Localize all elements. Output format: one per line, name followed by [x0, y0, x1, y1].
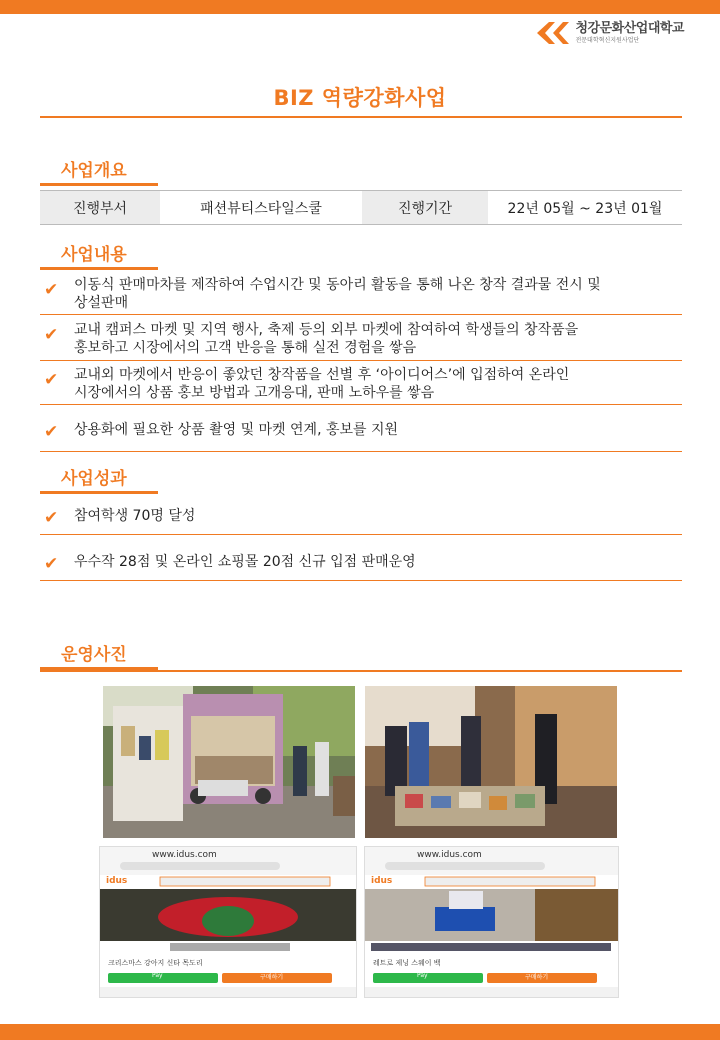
logo-name: 청강문화산업대학교: [575, 21, 684, 36]
content-item-line2: 시장에서의 상품 홍보 방법과 고개응대, 판매 노하우를 쌓음: [74, 385, 435, 401]
content-item-line2: 홍보하고 시장에서의 고객 반응을 통해 실전 경험을 쌓음: [74, 340, 417, 356]
content-item-line1: 상용화에 필요한 상품 촬영 및 마켓 연계, 홍보를 지원: [74, 422, 399, 438]
university-logo: [533, 20, 684, 46]
check-icon: ✔: [44, 508, 59, 528]
content-heading: [40, 240, 158, 270]
dept-label: 진행부서: [40, 191, 160, 225]
indoor-market-photo: [365, 686, 617, 838]
results-heading: [40, 464, 158, 494]
idus-url: www.idus.com: [417, 850, 482, 860]
logo-mark-icon: [533, 20, 571, 46]
content-item-line1: 교내외 마켓에서 반응이 좋았던 창작품을 선별 후 ‘아이디어스’에 입점하여 온라인: [74, 367, 570, 383]
results-heading-text: 사업성과: [61, 469, 127, 489]
check-icon: ✔: [44, 422, 59, 442]
idus-brand: idus: [106, 876, 128, 886]
check-icon: ✔: [44, 280, 59, 300]
results-item-text: 우수작 28점 및 온라인 쇼핑몰 20점 신규 입점 판매운영: [74, 554, 416, 570]
market-cart-photo: [103, 686, 355, 838]
buy-label: 구매하기: [260, 974, 284, 981]
overview-table: [40, 190, 682, 225]
pay-label: Pay: [152, 972, 163, 979]
product-caption: 레트로 제닝 스웨이 백: [373, 959, 441, 967]
idus-url: www.idus.com: [152, 850, 217, 860]
photos-divider: [40, 670, 682, 672]
content-item-line2: 상설판매: [74, 295, 129, 311]
content-heading-text: 사업내용: [61, 245, 127, 265]
product-caption: 크리스마스 강아지 신타 목도리: [108, 959, 203, 967]
photos-heading-text: 운영사진: [61, 645, 127, 665]
buy-label: 구매하기: [525, 974, 549, 981]
pay-label: Pay: [417, 972, 428, 979]
idus-brand: idus: [371, 876, 393, 886]
idus-screenshot-scarf: [99, 846, 357, 998]
check-icon: ✔: [44, 325, 59, 345]
check-icon: ✔: [44, 554, 59, 574]
dept-value: 패션뷰티스타일스쿨: [160, 191, 362, 225]
idus-screenshot-bag: [364, 846, 619, 998]
title-divider: [40, 116, 682, 118]
content-item: [40, 272, 682, 315]
content-item-line1: 이동식 판매마차를 제작하여 수업시간 및 동아리 활동을 통해 나온 창작 결과물 전시 및: [74, 277, 601, 293]
bottom-accent-bar: [0, 1024, 720, 1040]
overview-heading: [40, 156, 158, 186]
page-title: BIZ 역량강화사업: [273, 86, 447, 110]
content-item-line1: 교내 캠퍼스 마켓 및 지역 행사, 축제 등의 외부 마켓에 참여하여 학생들의 창작품을: [74, 322, 579, 338]
top-accent-bar: [0, 0, 720, 14]
check-icon: ✔: [44, 370, 59, 390]
results-item: [40, 496, 682, 535]
content-item: [40, 316, 682, 361]
photos-heading: [40, 640, 158, 670]
period-value: 22년 05월 ~ 23년 01월: [488, 191, 682, 225]
overview-heading-text: 사업개요: [61, 161, 127, 181]
results-item: [40, 540, 682, 581]
logo-sub: 전문대학혁신지원사업단: [575, 37, 640, 44]
period-label: 진행기간: [362, 191, 488, 225]
content-item: [40, 408, 682, 452]
results-item-text: 참여학생 70명 달성: [74, 508, 196, 524]
content-item: [40, 362, 682, 405]
